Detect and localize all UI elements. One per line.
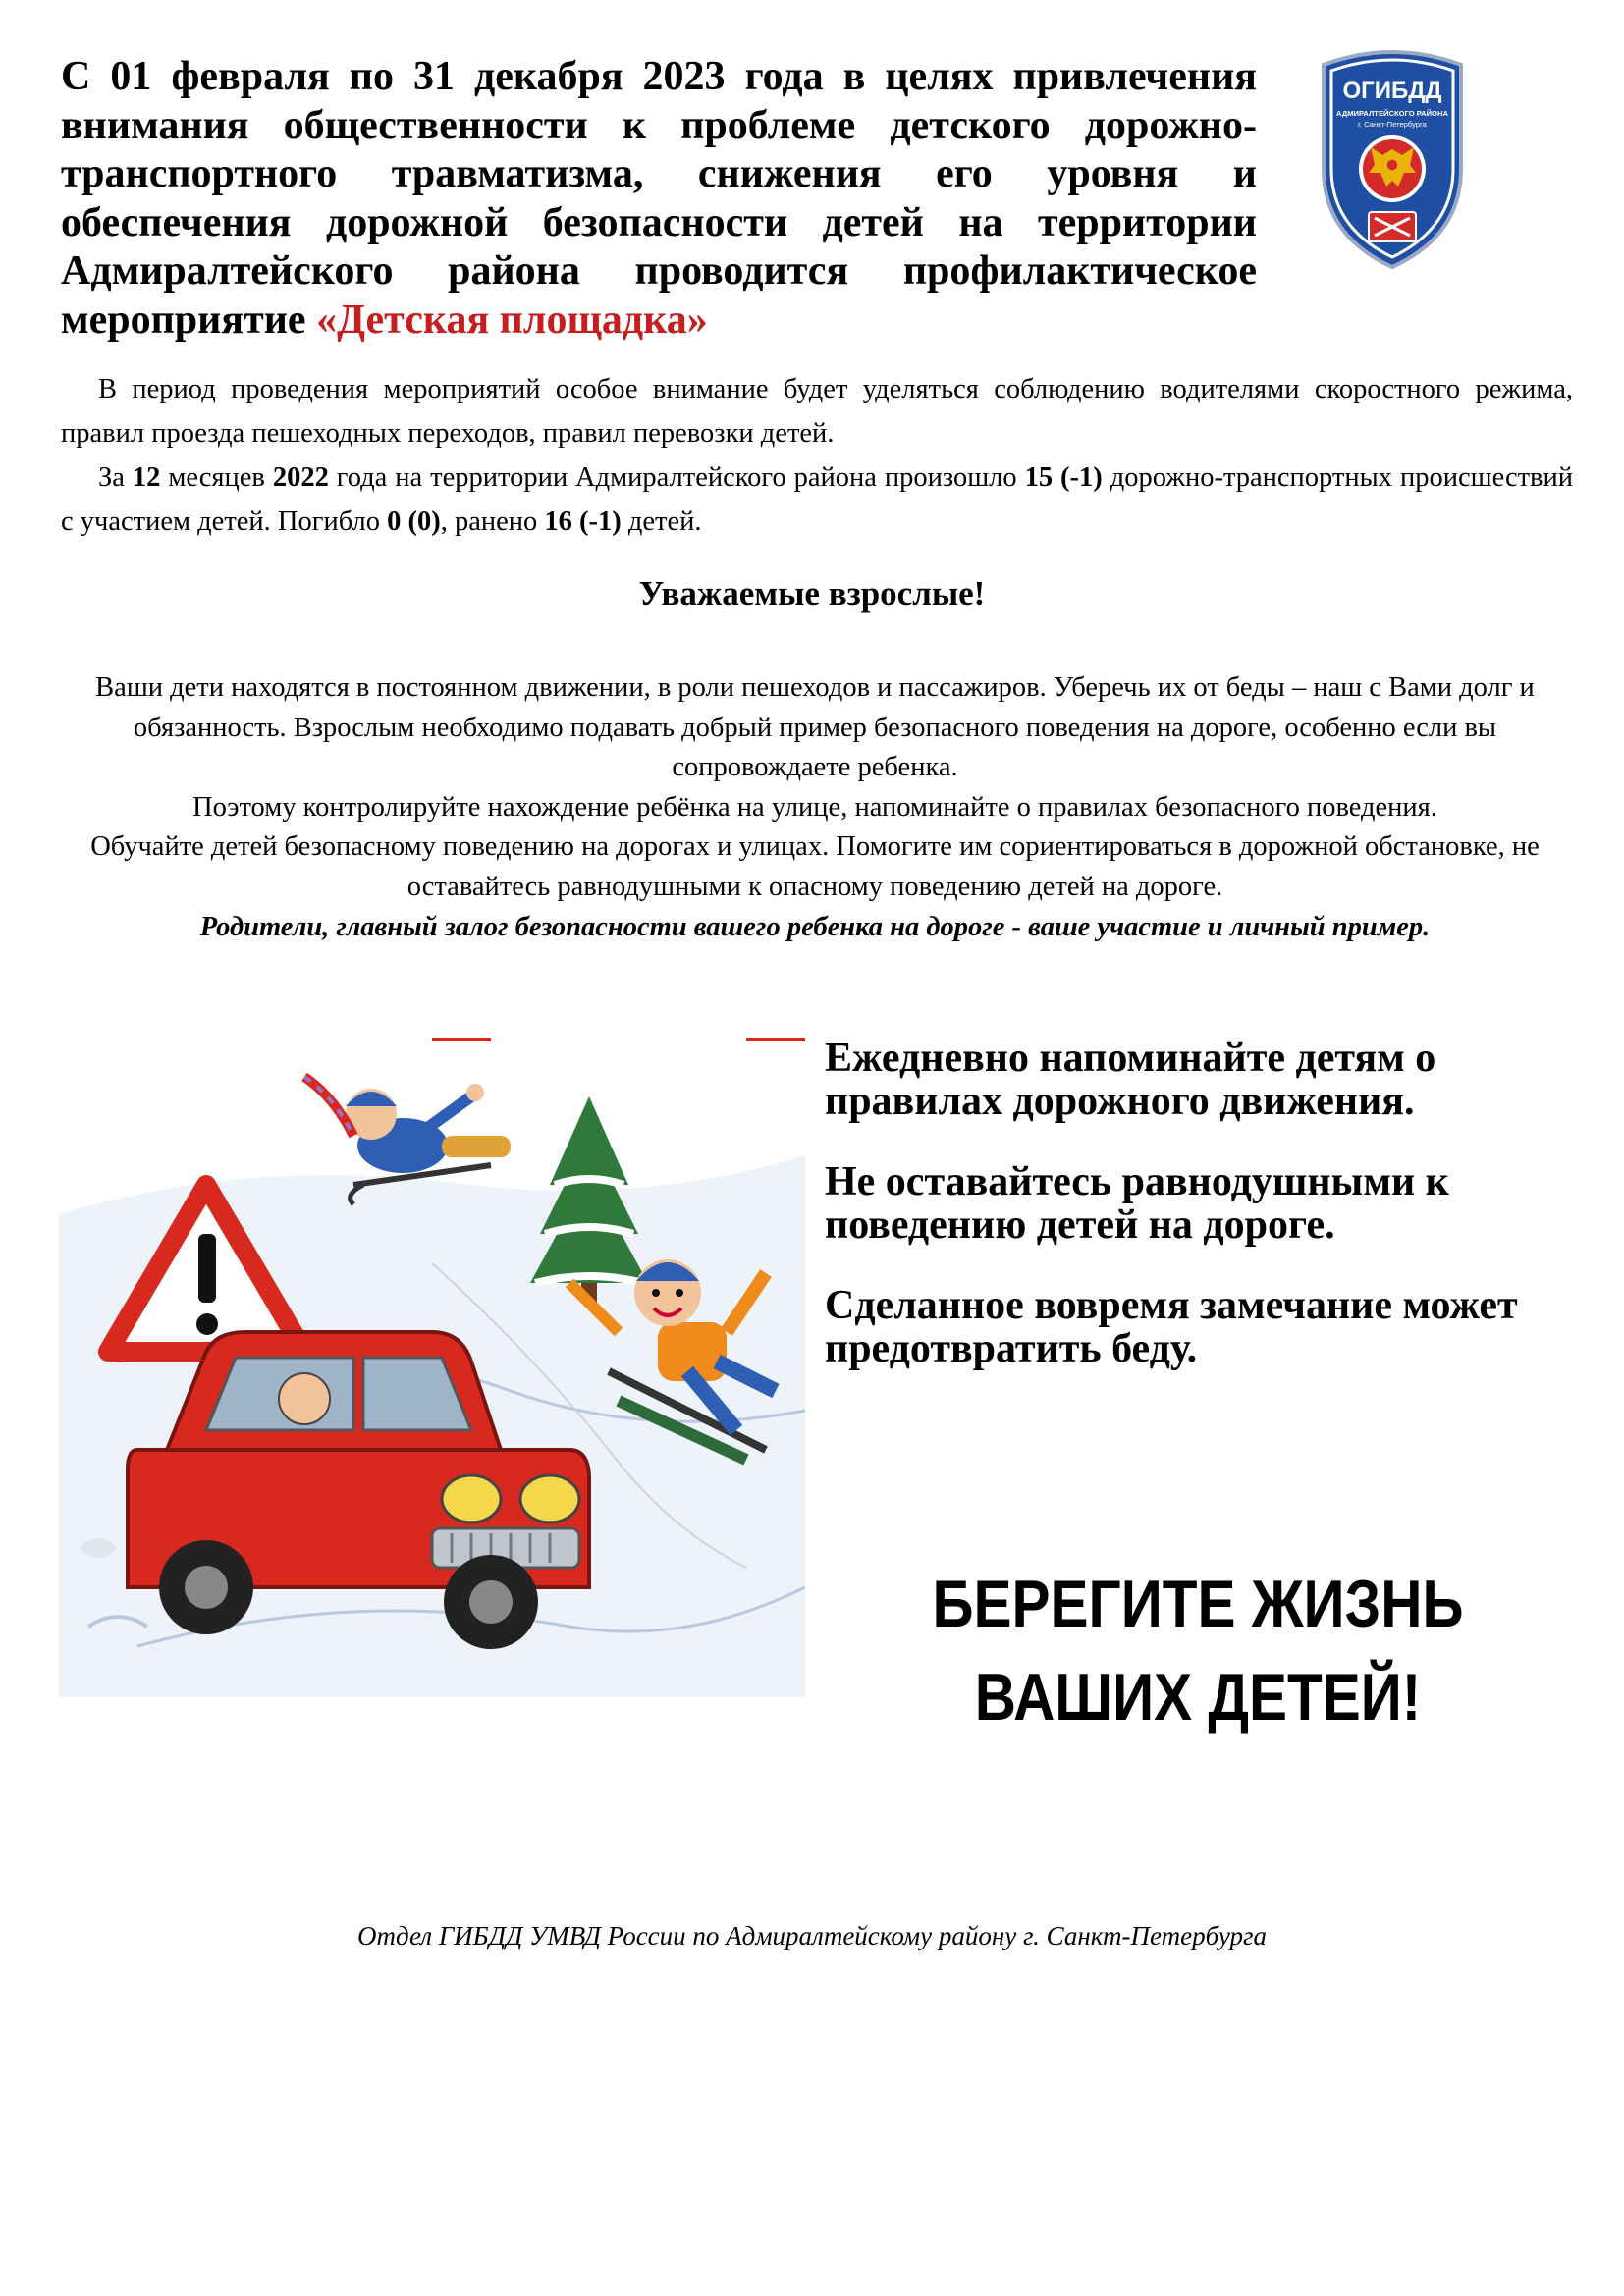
shield-icon <box>1314 43 1471 271</box>
reminder-2: Не оставайтесь равнодушными к поведению детей на дороге. <box>825 1159 1449 1248</box>
stat-dtp: 15 (-1) <box>1024 462 1103 493</box>
stat-year: 2022 <box>272 462 329 493</box>
appeal-section <box>51 668 1579 947</box>
reminder-1: Ежедневно напоминайте детям о правилах дорожного движения. <box>825 1036 1436 1124</box>
appeal-paragraph-2: Поэтому контролируйте нахождение ребёнка на улице, напоминайте о правилах безопасного поведения. <box>192 791 1437 823</box>
winter-road-illustration <box>59 1038 805 1697</box>
appeal-paragraph-1: Ваши дети находятся в постоянном движении, в роли пешеходов и пассажиров. Уберечь их от беды – наш с Вами долг и обязанность. Взрослым необходимо подавать добрый пример безопасного поведения на дороге, особенно если вы сопровождаете ребенка. <box>95 672 1535 783</box>
slogan-line-2: ВАШИХ ДЕТЕЙ! <box>974 1660 1422 1735</box>
ogibdd-emblem <box>1314 43 1471 271</box>
appeal-paragraph-4: Родители, главный залог безопасности вашего ребенка на дороге - ваше участие и личный пример. <box>199 911 1431 942</box>
reminders-block <box>825 1037 1591 1408</box>
header-announcement <box>61 53 1257 346</box>
header-main-text: С 01 февраля по 31 декабря 2023 года в целях привлечения внимания общественности к проблеме детского дорожно-транспортного травматизма, снижения его уровня и обеспечения дорожной безопасности детей на территории Адмиралтейского района проводится профилактическое мероприятие <box>61 54 1257 343</box>
appeal-paragraph-3: Обучайте детей безопасному поведению на дорогах и улицах. Помогите им сориентироваться в дорожной обстановке, не оставайтесь равнодушными к опасному поведению детей на дороге. <box>90 831 1540 902</box>
intro-section <box>61 367 1573 544</box>
intro-paragraph-2: За 12 месяцев 2022 года на территории Адмиралтейского района произошло 15 (-1) дорожно-транспортных происшествий с участием детей. Погибло 0 (0), ранено 16 (-1) детей. <box>61 462 1574 537</box>
footer-department: Отдел ГИБДД УМВД России по Адмиралтейскому району г. Санкт-Петербурга <box>357 1921 1267 1950</box>
intro-paragraph-1: В период проведения мероприятий особое внимание будет уделяться соблюдению водителями скоростного режима, правил проезда пешеходных переходов, правил перевозки детей. <box>61 374 1573 449</box>
stat-killed: 0 (0) <box>387 507 441 537</box>
emblem-city: г. Санкт-Петербурга <box>1358 120 1427 129</box>
stat-months: 12 <box>132 462 161 493</box>
emblem-title: ОГИБДД <box>1342 78 1442 104</box>
event-name: «Детская площадка» <box>316 296 708 343</box>
stat-injured: 16 (-1) <box>544 507 622 537</box>
adults-heading: Уважаемые взрослые! <box>638 574 986 613</box>
emblem-subtitle: АДМИРАЛТЕЙСКОГО РАЙОНА <box>1336 109 1448 118</box>
slogan-line-1: БЕРЕГИТЕ ЖИЗНЬ <box>932 1567 1464 1641</box>
slogan <box>860 1558 1536 1744</box>
reminder-3: Сделанное вовремя замечание может предотвратить беду. <box>825 1283 1518 1371</box>
